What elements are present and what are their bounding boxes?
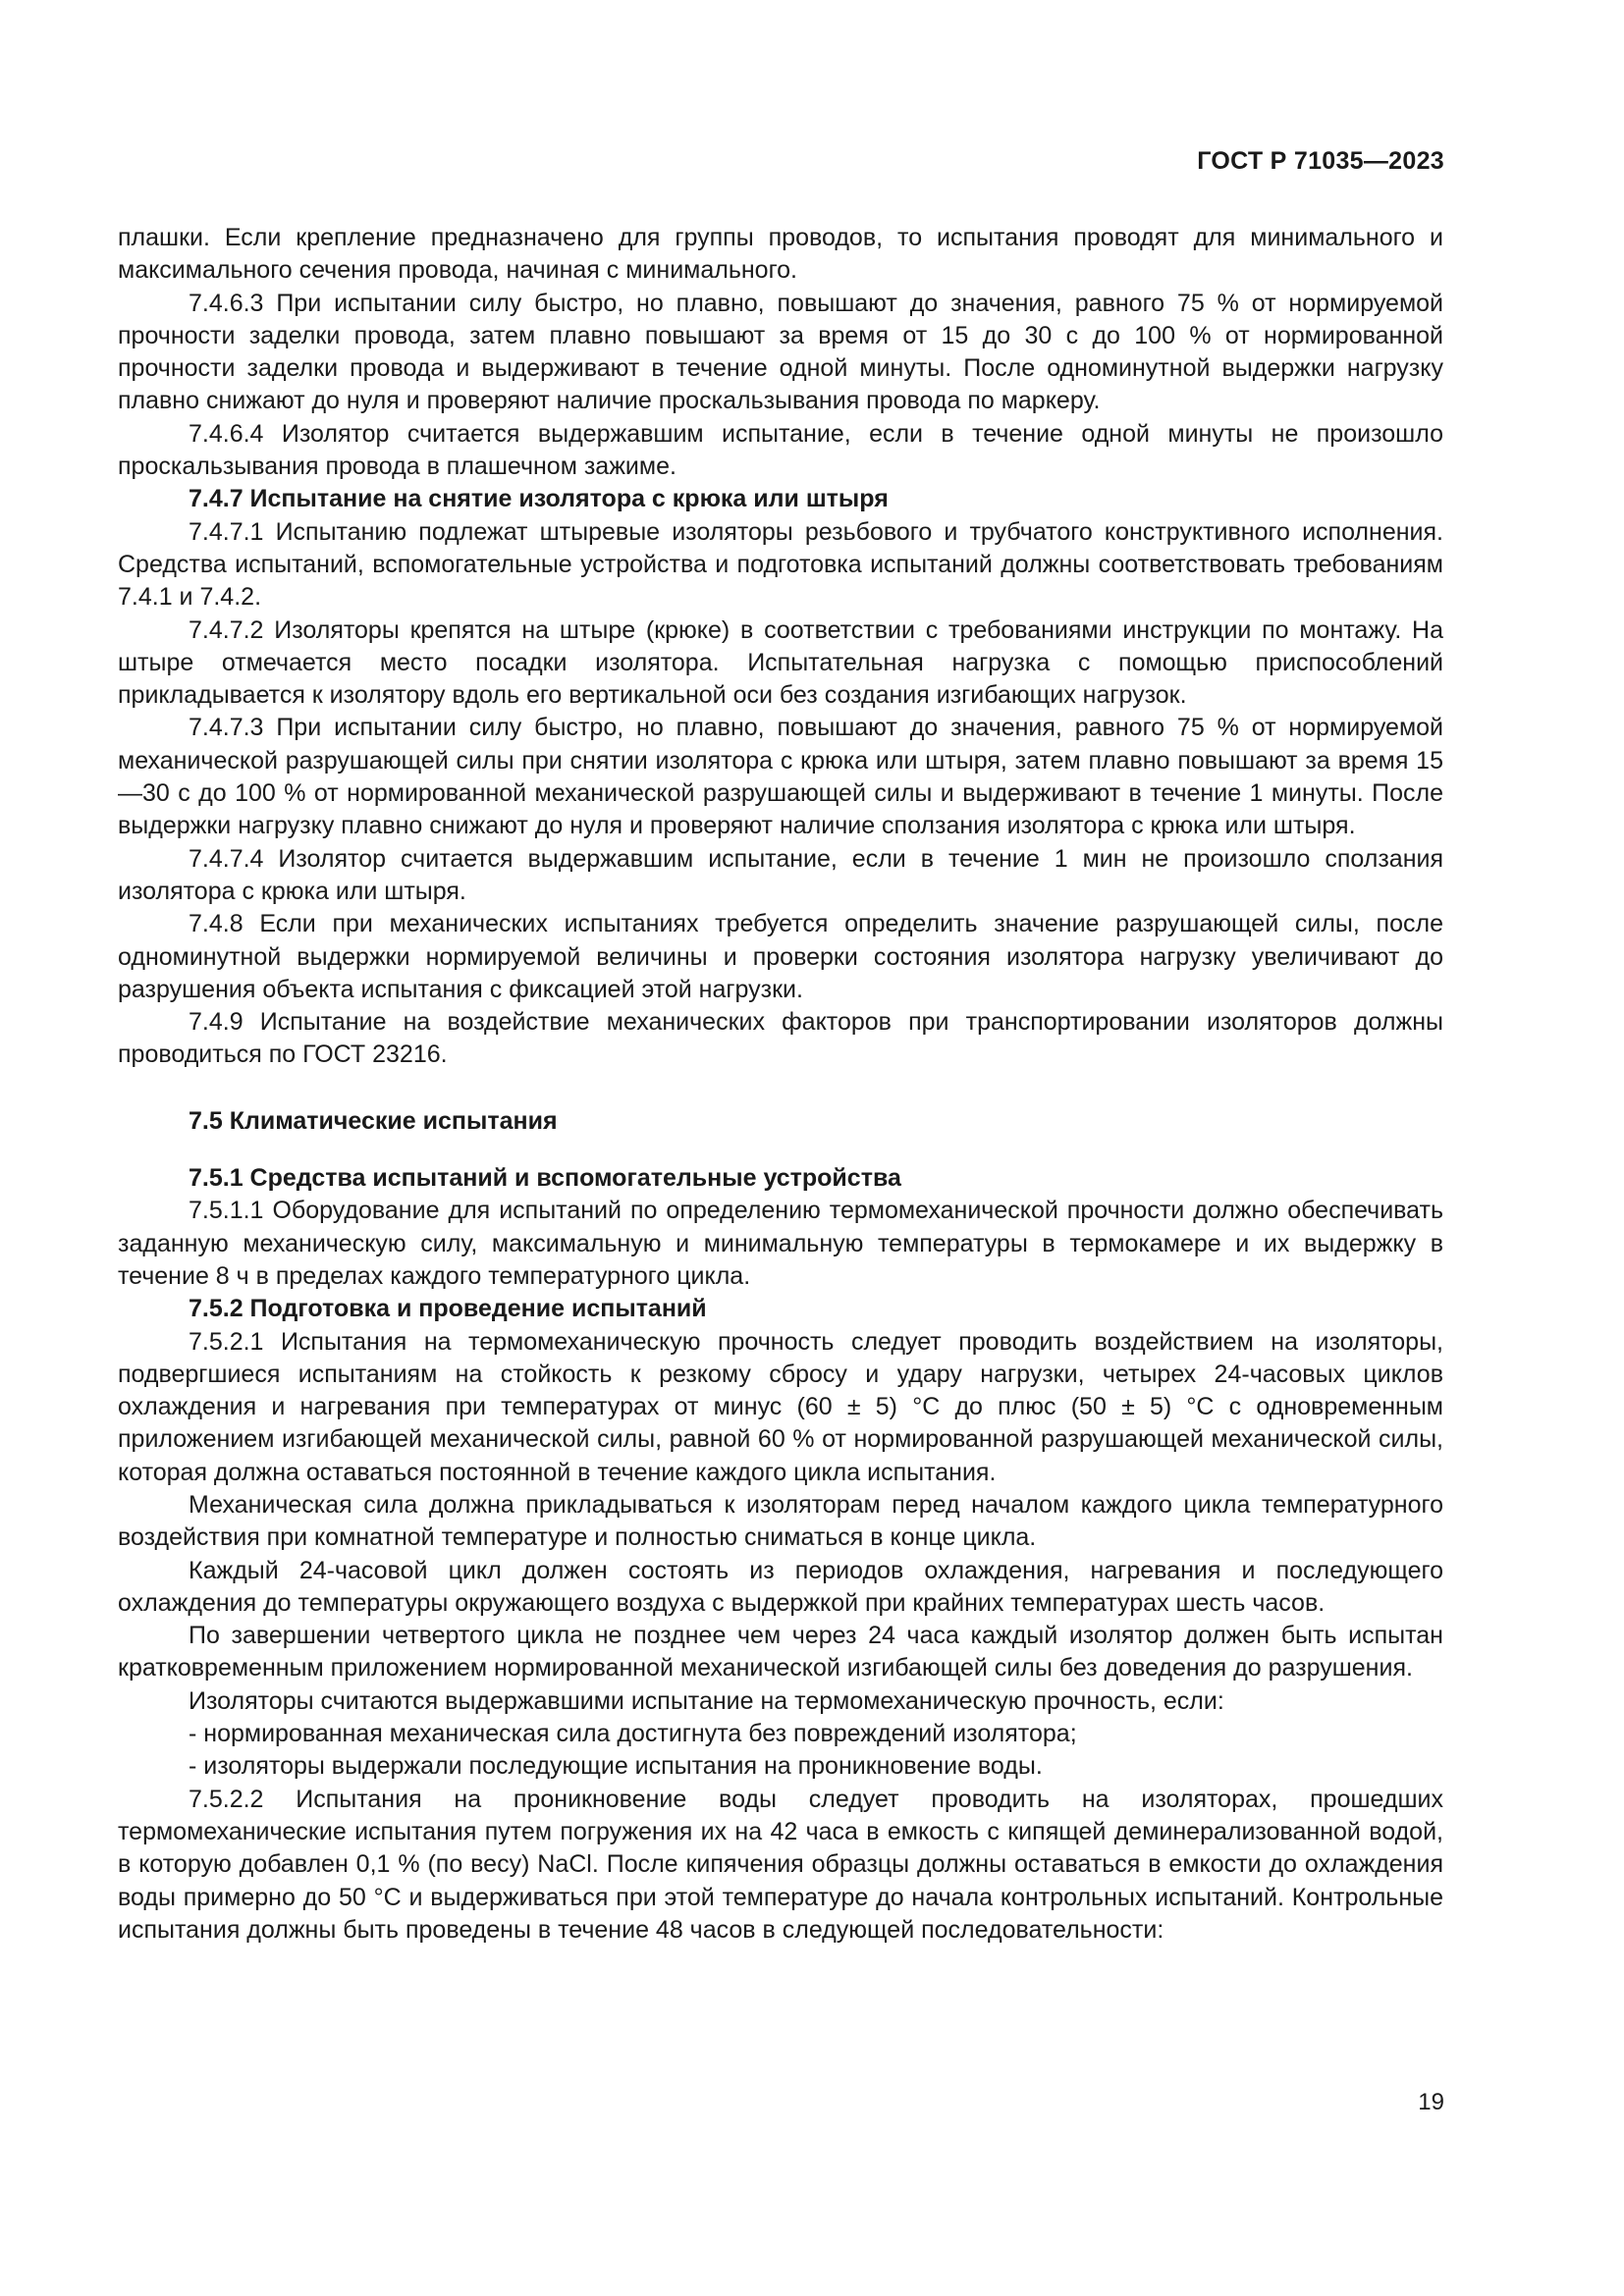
heading-7-5: 7.5 Климатические испытания: [189, 1106, 558, 1135]
paragraph-pass-criteria: Изоляторы считаются выдержавшими испытание на термомеханическую прочность, если:: [189, 1686, 1224, 1715]
paragraph-continuation: плашки. Если крепление предназначено для группы проводов, то испытания проводят для минимального и максимального сечения провода, начиная с минимального.: [118, 224, 1443, 285]
page-body: [118, 222, 1443, 1947]
clause-7-5-2-1: 7.5.2.1 Испытания на термомеханическую прочность следует проводить воздействием на изоляторы, подвергшиеся испытаниям на стойкость к резкому сбросу и удару нагрузки, четырех 24-часовых циклов охлаждения и нагревания при температурах от минус (60 ± 5) °С до плюс (50 ± 5) °С с одновременным приложением изгибающей механической силы, равной 60 % от нормированной разрушающей механической силы, которая должна оставаться постоянной в течение каждого цикла испытания.: [118, 1327, 1443, 1486]
heading-7-4-7: 7.4.7 Испытание на снятие изолятора с крюка или штыря: [189, 485, 889, 513]
clause-7-4-7-1: 7.4.7.1 Испытанию подлежат штыревые изоляторы резьбового и трубчатого конструктивного исполнения. Средства испытаний, вспомогательные устройства и подготовка испытаний должны соответствовать требованиям 7.4.1 и 7.4.2.: [118, 517, 1443, 612]
clause-7-4-7-3: 7.4.7.3 При испытании силу быстро, но плавно, повышают до значения, равного 75 % от нормируемой механической разрушающей силы при снятии изолятора с крюка или штыря, затем плавно повышают за время 15—30 с до 100 % от нормированной механической разрушающей силы и выдерживают в течение 1 минуты. После выдержки нагрузку плавно снижают до нуля и проверяют наличие сползания изолятора с крюка или штыря.: [118, 714, 1443, 840]
page-number: 19: [1418, 2089, 1444, 2115]
clause-7-4-8: 7.4.8 Если при механических испытаниях требуется определить значение разрушающей силы, после одноминутной выдержки нормируемой величины и проверки состояния изолятора нагрузку увеличивают до разрушения объекта испытания с фиксацией этой нагрузки.: [118, 910, 1443, 1003]
clause-7-5-1-1: 7.5.1.1 Оборудование для испытаний по определению термомеханической прочности должно обеспечивать заданную механическую силу, максимальную и минимальную температуры в термокамере и их выдержку в течение 8 ч в пределах каждого температурного цикла.: [118, 1197, 1443, 1290]
heading-7-5-1: 7.5.1 Средства испытаний и вспомогательные устройства: [189, 1164, 901, 1193]
clause-7-5-2-2: 7.5.2.2 Испытания на проникновение воды следует проводить на изоляторах, прошедших термомеханические испытания путем погружения их на 42 часа в емкость с кипящей деминерализованной водой, в которую добавлен 0,1 % (по весу) NaCl. После кипячения образцы должны оставаться в емкости до охлаждения воды примерно до 50 °С и выдерживаться при этой температуре до начала контрольных испытаний. Контрольные испытания должны быть проведены в течение 48 часов в следующей последовательности:: [118, 1785, 1443, 1944]
clause-7-4-9: 7.4.9 Испытание на воздействие механических факторов при транспортировании изоляторов должны проводиться по ГОСТ 23216.: [118, 1008, 1443, 1069]
clause-7-4-6-4: 7.4.6.4 Изолятор считается выдержавшим испытание, если в течение одной минуты не произошло проскальзывания провода в плашечном зажиме.: [118, 419, 1443, 481]
heading-7-5-2: 7.5.2 Подготовка и проведение испытаний: [189, 1295, 707, 1323]
paragraph-after-fourth-cycle: По завершении четвертого цикла не позднее чем через 24 часа каждый изолятор должен быть испытан кратковременным приложением нормированной механической изгибающей силы без доведения до разрушения.: [118, 1622, 1443, 1682]
paragraph-cycle-composition: Каждый 24-часовой цикл должен состоять из периодов охлаждения, нагревания и последующего охлаждения до температуры окружающего воздуха с выдержкой при крайних температурах шесть часов.: [118, 1556, 1443, 1617]
document-header: ГОСТ Р 71035—2023: [1197, 147, 1444, 175]
list-item-criterion-2: - изоляторы выдержали последующие испытания на проникновение воды.: [189, 1752, 1043, 1781]
paragraph-mechanical-force: Механическая сила должна прикладываться к изоляторам перед началом каждого цикла температурного воздействия при комнатной температуре и полностью сниматься в конце цикла.: [118, 1490, 1443, 1552]
clause-7-4-7-2: 7.4.7.2 Изоляторы крепятся на штыре (крюке) в соответствии с требованиями инструкции по монтажу. На штыре отмечается место посадки изолятора. Испытательная нагрузка с помощью приспособлений прикладывается к изолятору вдоль его вертикальной оси без создания изгибающих нагрузок.: [118, 615, 1443, 710]
clause-7-4-7-4: 7.4.7.4 Изолятор считается выдержавшим испытание, если в течение 1 мин не произошло сползания изолятора с крюка или штыря.: [118, 844, 1443, 905]
list-item-criterion-1: - нормированная механическая сила достигнута без повреждений изолятора;: [189, 1720, 1077, 1748]
clause-7-4-6-3: 7.4.6.3 При испытании силу быстро, но плавно, повышают до значения, равного 75 % от нормируемой прочности заделки провода, затем плавно повышают за время от 15 до 30 с до 100 % от нормированной прочности заделки провода и выдерживают в течение одной минуты. После одноминутной выдержки нагрузку плавно снижают до нуля и проверяют наличие проскальзывания провода по маркеру.: [118, 289, 1443, 415]
